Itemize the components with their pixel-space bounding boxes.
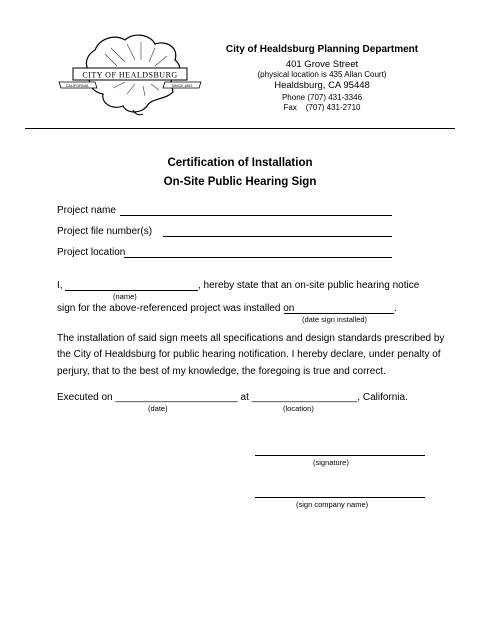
executed-date-caption: (date) xyxy=(148,404,168,413)
statement-period: . xyxy=(394,303,397,314)
header-divider xyxy=(25,128,455,129)
city-state-zip: Healdsburg, CA 95448 xyxy=(274,80,370,91)
grape-leaf-logo-icon xyxy=(55,30,205,118)
date-installed-line[interactable] xyxy=(284,313,394,314)
paragraph-line-2: the City of Healdsburg for public hearing notification. I hereby declare, under penalty of xyxy=(57,349,441,360)
statement-sign-line: sign for the above-referenced project was installed on xyxy=(57,303,295,314)
executed-line: Executed on ______________________ at ___________________, California. xyxy=(57,392,408,403)
paragraph-line-3: perjury, that to the best of my knowledge, the foregoing is true and correct. xyxy=(57,366,386,377)
paragraph-line-1: The installation of said sign meets all specifications and design standards prescribed by xyxy=(57,333,445,344)
form-subtitle: On-Site Public Hearing Sign xyxy=(163,176,317,188)
signature-line[interactable] xyxy=(255,455,425,456)
project-location-line[interactable] xyxy=(124,257,392,258)
statement-hereby: , hereby state that an on-site public hearing notice xyxy=(198,280,420,291)
project-location-label: Project location xyxy=(57,247,126,258)
sign-company-line[interactable] xyxy=(255,497,425,498)
physical-location: (physical location is 435 Allan Court) xyxy=(257,70,387,79)
city-logo xyxy=(55,30,205,118)
statement-i: I, xyxy=(57,280,63,291)
logo-city-name: CITY OF HEALDSBURG xyxy=(82,70,178,80)
phone-number: Phone (707) 431-3346 xyxy=(281,93,363,102)
logo-left-banner: CALIFORNIA xyxy=(65,84,89,88)
project-name-line[interactable] xyxy=(120,215,392,216)
date-installed-caption: (date sign installed) xyxy=(302,315,368,324)
project-file-line[interactable] xyxy=(163,236,392,237)
form-title: Certification of Installation xyxy=(167,157,313,169)
street-address: 401 Grove Street xyxy=(285,59,359,70)
logo-right-banner: SINCE 1867 xyxy=(171,84,193,88)
department-name: City of Healdsburg Planning Department xyxy=(225,44,419,55)
signature-caption: (signature) xyxy=(313,458,349,467)
executed-location-caption: (location) xyxy=(283,404,314,413)
fax-number: Fax (707) 431-2710 xyxy=(283,103,361,112)
sign-company-caption: (sign company name) xyxy=(296,500,369,509)
name-caption: (name) xyxy=(113,292,137,301)
project-file-label: Project file number(s) xyxy=(57,226,153,237)
project-name-label: Project name xyxy=(57,205,116,216)
name-line[interactable] xyxy=(65,290,198,291)
